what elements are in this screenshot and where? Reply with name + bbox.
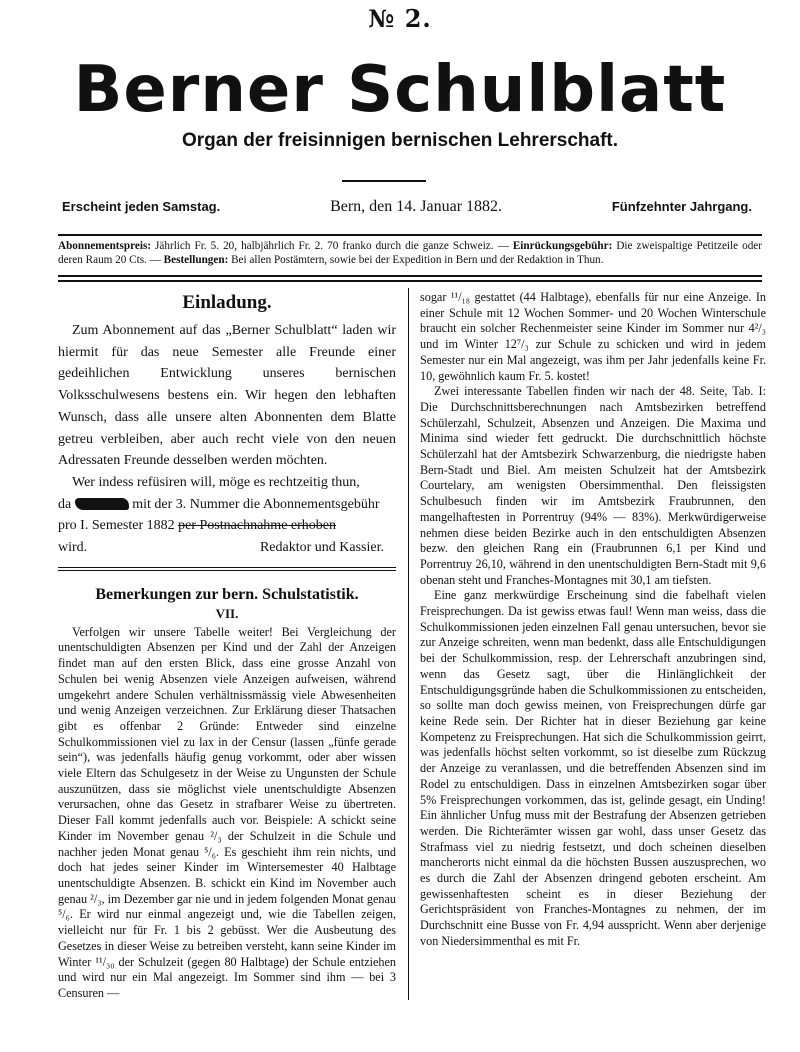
struck-text: per Postnachnahme erhoben <box>178 518 336 534</box>
invitation-notice <box>58 290 396 559</box>
divider-top <box>58 234 762 236</box>
subscription-label: Abonnementspreis: <box>58 240 152 252</box>
volume-year: Fünfzehnter Jahrgang. <box>611 199 752 214</box>
article-paragraph: Verfolgen wir unsere Tabelle weiter! Bei Vergleichung der unentschuldigten Absenzen per Kind und der Zahl der Anzeigen findet man auf den ersten Blick, dass eine grosse Anzahl von Schulen bei wenig Absenzen viele Anzeigen aufweisen, während umgekehrt andere Schulen verhältnissmässig viele Abwesenheiten und wenig Anzeigen verzeichnen. Zur Erklärung dieser Thatsachen gibt es offenbar 2 Gründe: Entweder sind einzelne Schulkommissionen viel zu lax in der Censur (lassen „fünfe gerade sein“), was jedenfalls häufig genug vorkommt, oder aber wissen viele Eltern das Schulgesetz in der Weise zu Ungunsten der Schule auszunützen, dass sie möglichst viele unentschuldigte Absenzen verursachen, ohne das Gesetz in strafbarer Weise zu übertreten. Dieser Fall kommt jedenfalls auch vor. Beispiele: A schickt seine Kinder im November genau ²/₃ der Schulzeit in die Schule und nachher jeden Monat genau ⁵/₆. Es geschieht ihm rein nichts, und doch hat jedes seiner Kinder im Wintersemester 40 Halbtage unentschuldigte Absenzen. B. schickt ein Kind im November auch genau ²/₃, im Dezember gar nie und in jedem folgenden Monat genau ⁵/₆. Er wird nur einmal angezeigt und, wie die Tabellen zeigen, vielleicht nur für Fr. 1 bis 2 gebüsst. Wer die Ausbeutung des Gesetzes in dieser Weise zu betreiben versteht, kann seine Kinder im Winter ¹¹/₃₀ der Schulzeit (gegen 80 Halbtage) der Schule entziehen und wird nur ein Mal angezeigt. Im Sommer sind ihm — bei 3 Censuren — <box>58 624 396 1000</box>
invitation-title: Einladung. <box>182 292 272 313</box>
right-column <box>420 290 766 950</box>
left-column <box>58 290 396 1002</box>
subtitle: Organ der freisinnigen bernischen Lehrerschaft. <box>181 130 619 151</box>
invitation-signature: Redaktor und Kassier. <box>259 540 384 556</box>
section-divider <box>58 567 396 571</box>
masthead-title: Berner Schulblatt <box>73 53 727 127</box>
issue-date: Bern, den 14. Januar 1882. <box>330 198 503 215</box>
invitation-paragraph-2: Wer indess refüsiren will, möge es rechtzeitig thun, <box>72 474 360 490</box>
subscription-text: Jährlich Fr. 5. 20, halbjährlich Fr. 2. 70 franko durch die ganze Schweiz. — <box>151 240 513 252</box>
article-paragraph: Zwei interessante Tabellen finden wir nach der 48. Seite, Tab. I: Die Durchschnittsberechnungen nach Amtsbezirken betreffend Schülerzahl, Schulzeit, Absenzen und Anzeigen. Die Maxima und Minima sind wieder fett gedruckt. Die durchschnittlich höchste Schülerzahl hat der Amtsbezirk Schwarzenburg, die niedrigste haben Bern-Stadt und Biel. Am meisten Schulzeit hat der Amtsbezirk Courtelary, am wenigsten Obersimmenthal. Den fleissigsten Schulbesuch finden wir im Amtsbezirk Fraubrunnen, den mangelhaftesten in Porrentruy (94% — 83%). Merkwürdigerweise nehmen diese beiden Bezirke auch in den entschuldigten Absenzen bezw. den gleichen Rang ein (Fraubrunnen 6,1 per Kind und Porrentruy 26,10, während in den unentschuldigten Bern-Stadt mit 9,6 obenan steht und Franches-Montagnes mit 30,1 am tiefsten. <box>420 384 766 587</box>
invitation-line-5: wird. Redaktor und Kassier. <box>58 537 396 559</box>
invitation-paragraph: Zum Abonnement auf das „Berner Schulblatt“ laden wir hiermit für das neue Semester alle Freunde einer gedeihlichen Entwicklung unseres bernischen Volksschulwesens bestens ein. Wir hegen den lebhaften Wunsch, dass alle unsere alten Abonnenten dem Blatte getreu verbleiben, aber auch recht viele von den neuen Adressaten Freunde desselben werden möchten. <box>58 323 396 469</box>
invitation-line-4: pro I. Semester 1882 per Postnachnahme erhoben <box>58 518 336 534</box>
article-paragraph: sogar ¹¹/₁₈ gestattet (44 Halbtage), ebenfalls für nur eine Anzeige. In einer Schule mit 12 Wochen Sommer- und 20 Wochen Winterschule braucht ein solcher Rechenmeister seine Kinder im Sommer nur 4²/₃ und im Winter 12⁷/₃ zur Schule zu schicken und wird in jedem Semester nur ein Mal angezeigt, was ihm per Jahr jedenfalls keine Fr. 10, gewöhnlich kaum Fr. 5. kostet! <box>420 290 766 383</box>
insertion-fee-label: Einrückungsgebühr: <box>512 240 613 252</box>
issue-number: № 2. <box>368 4 432 33</box>
article <box>58 585 396 1002</box>
article-section: VII. <box>215 605 239 621</box>
divider-info-bottom-1 <box>58 275 762 277</box>
subscription-info <box>58 239 762 267</box>
article-paragraph: Eine ganz merkwürdige Erscheinung sind die fabelhaft vielen Freisprechungen. Da ist gewiss etwas faul! Wenn man weiss, dass die Schulkommissionen jeden einzelnen Fall genau untersuchen, bevor sie zur Anzeige schreiten, wenn man bedenkt, dass alle Entschuldigungen bei der Schulkommission, resp. der Lehrerschaft anzubringen sind, wenn das Gesetz sagt, über die Hinlänglichkeit der Entschuldigungsgründe haben die Schulkommissionen zu entscheiden, so sollte man doch gewiss meinen, von Freisprechungen dürfe gar keine Rede sein. Der Richter hat in dieser Beziehung gar keine Kompetenz zu Freisprechungen. Hat sich die Schulkommission geirrt, was jedenfalls höchst selten vorkommt, so ist dieselbe zum Rückzug der Anzeige zu veranlassen, und die betreffenden Absenzen sind im Rodel zu entschuldigen. Dass in einzelnen Amtsbezirken sogar über 5% Freisprechungen vorkommen, das ist, gelinde gesagt, ein Unding! Ein ähnlicher Unfug muss mit der Bestrafung der Absenzen getrieben werden. Die Richterämter wissen gar wohl, dass unser Gesetz das Strafmass viel zu niedrig festsetzt, und doch scheinen dieselben mancherorts nicht einmal da die höchsten Bussen auszusprechen, wo es durch die Zahl der Absenzen dringend geboten erscheint. Am gewissenhaftesten scheint es in dieser Beziehung der Gerichtspräsident von Franches-Montagnes zu nehmen, der im Durchschnitt eine Busse von Fr. 4,94 ausspricht. Wenn aber derjenige von Niedersimmenthal es mit Fr. <box>420 588 766 948</box>
dateline <box>62 198 752 216</box>
ink-blot <box>75 498 129 510</box>
insertion-fee-text: Die zweispaltige Petitzeile oder deren Raum 20 Cts. — <box>58 240 763 266</box>
publication-frequency: Erscheint jeden Samstag. <box>62 199 221 214</box>
article-title: Bemerkungen zur bern. Schulstatistik. <box>95 585 359 603</box>
divider-info-bottom-2 <box>58 280 762 282</box>
invitation-line-3: da mit der 3. Nummer die Abonnementsgebühr <box>58 496 380 512</box>
orders-text: Bei allen Postämtern, sowie bei der Expedition in Bern und der Redaktion in Thun. <box>228 254 604 266</box>
orders-label: Bestellungen: <box>163 254 229 266</box>
column-separator <box>408 288 409 1000</box>
short-divider <box>342 180 426 182</box>
